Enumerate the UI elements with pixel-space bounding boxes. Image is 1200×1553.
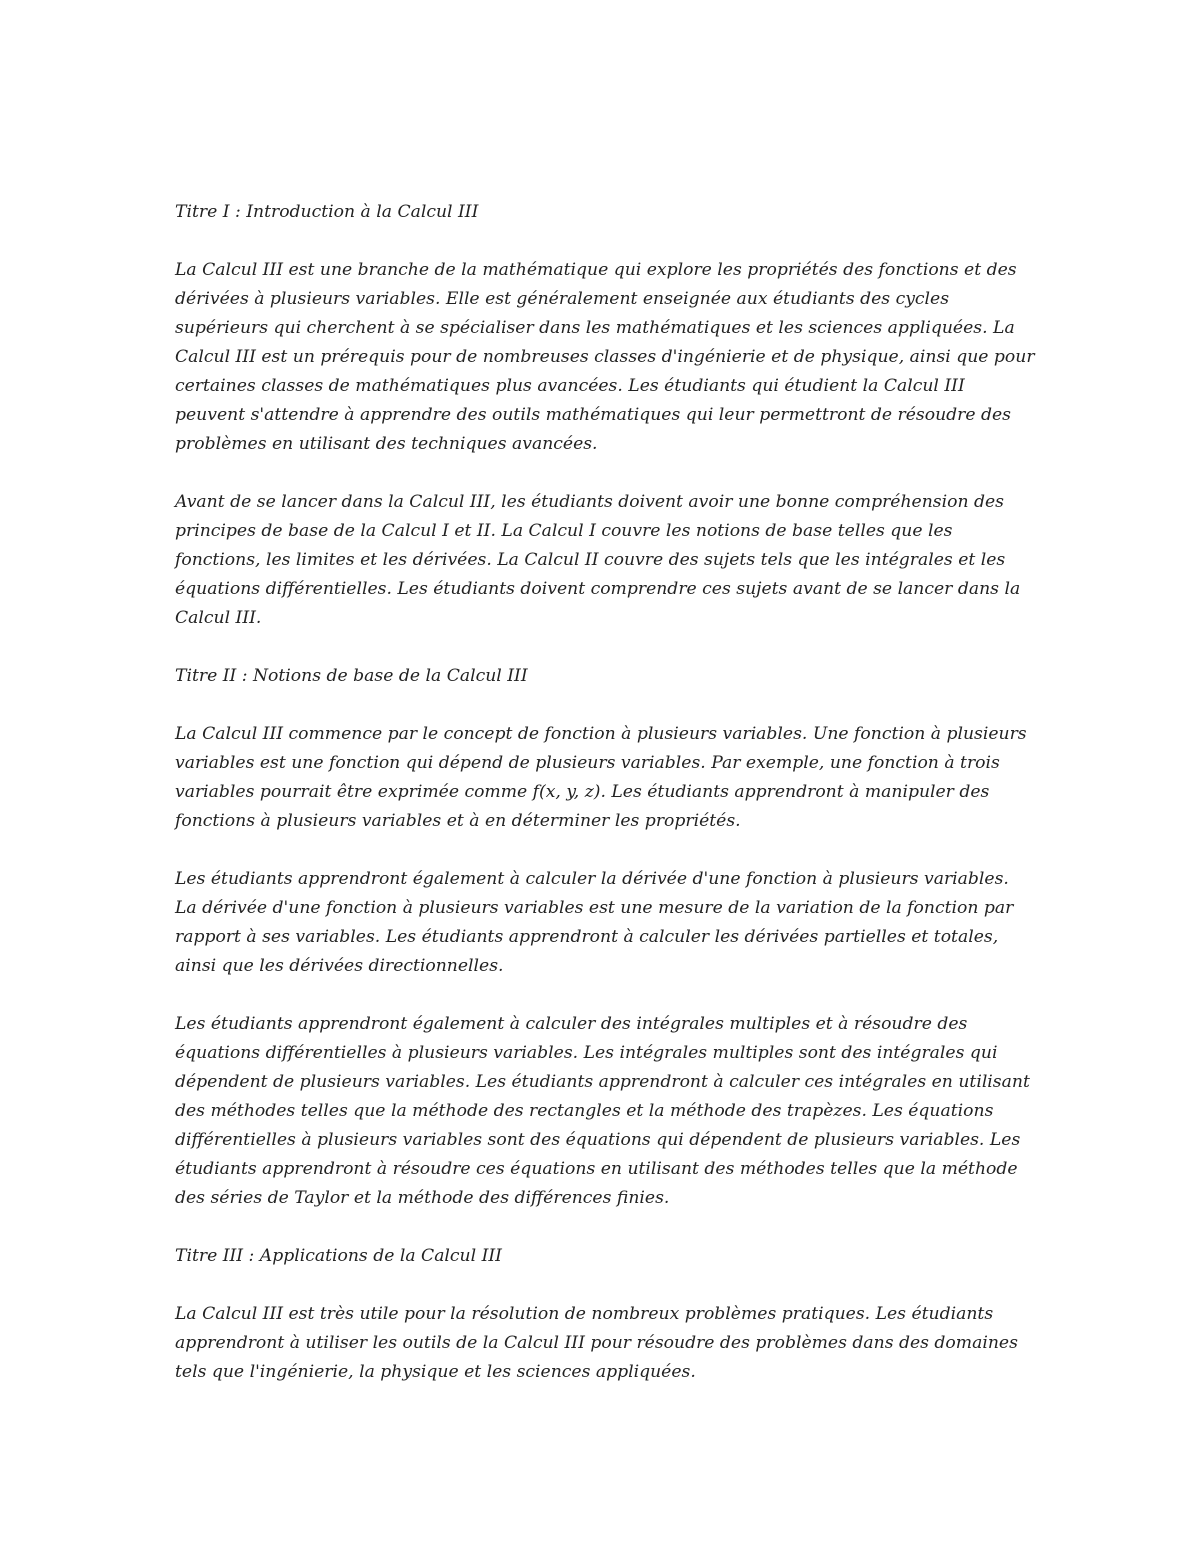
section-3-paragraph-1: La Calcul III est très utile pour la résolution de nombreux problèmes pratiques. Les étudiants apprendront à utiliser les outils de la Calcul III pour résoudre des problèmes dans des domaines tels que l'ingénierie, la physique et les sciences appliquées. [175, 1304, 1018, 1382]
section-3-title: Titre III : Applications de la Calcul III [175, 1246, 502, 1266]
section-2-paragraph-2: Les étudiants apprendront également à calculer la dérivée d'une fonction à plusieurs variables. La dérivée d'une fonction à plusieurs variables est une mesure de la variation de la fonction par rapport à ses variables. Les étudiants apprendront à calculer les dérivées partielles et totales, ainsi que les dérivées directionnelles. [175, 869, 1014, 976]
section-1-paragraph-1: La Calcul III est une branche de la mathématique qui explore les propriétés des fonctions et des dérivées à plusieurs variables. Elle est généralement enseignée aux étudiants des cycles supérieurs qui cherchent à se spécialiser dans les mathématiques et les sciences appliquées. La Calcul III est un prérequis pour de nombreuses classes d'ingénierie et de physique, ainsi que pour certaines classes de mathématiques plus avancées. Les étudiants qui étudient la Calcul III peuvent s'attendre à apprendre des outils mathématiques qui leur permettront de résoudre des problèmes en utilisant des techniques avancées. [175, 260, 1035, 454]
document-body [175, 198, 1035, 1416]
section-2-paragraph-3: Les étudiants apprendront également à calculer des intégrales multiples et à résoudre des équations différentielles à plusieurs variables. Les intégrales multiples sont des intégrales qui dépendent de plusieurs variables. Les étudiants apprendront à calculer ces intégrales en utilisant des méthodes telles que la méthode des rectangles et la méthode des trapèzes. Les équations différentielles à plusieurs variables sont des équations qui dépendent de plusieurs variables. Les étudiants apprendront à résoudre ces équations en utilisant des méthodes telles que la méthode des séries de Taylor et la méthode des différences finies. [175, 1014, 1030, 1208]
section-2-paragraph-1: La Calcul III commence par le concept de fonction à plusieurs variables. Une fonction à plusieurs variables est une fonction qui dépend de plusieurs variables. Par exemple, une fonction à trois variables pourrait être exprimée comme f(x, y, z). Les étudiants apprendront à manipuler des fonctions à plusieurs variables et à en déterminer les propriétés. [175, 724, 1027, 831]
section-2-title: Titre II : Notions de base de la Calcul III [175, 666, 528, 686]
section-1-paragraph-2: Avant de se lancer dans la Calcul III, les étudiants doivent avoir une bonne compréhension des principes de base de la Calcul I et II. La Calcul I couvre les notions de base telles que les fonctions, les limites et les dérivées. La Calcul II couvre des sujets tels que les intégrales et les équations différentielles. Les étudiants doivent comprendre ces sujets avant de se lancer dans la Calcul III. [175, 492, 1021, 628]
section-1-title: Titre I : Introduction à la Calcul III [175, 202, 479, 222]
